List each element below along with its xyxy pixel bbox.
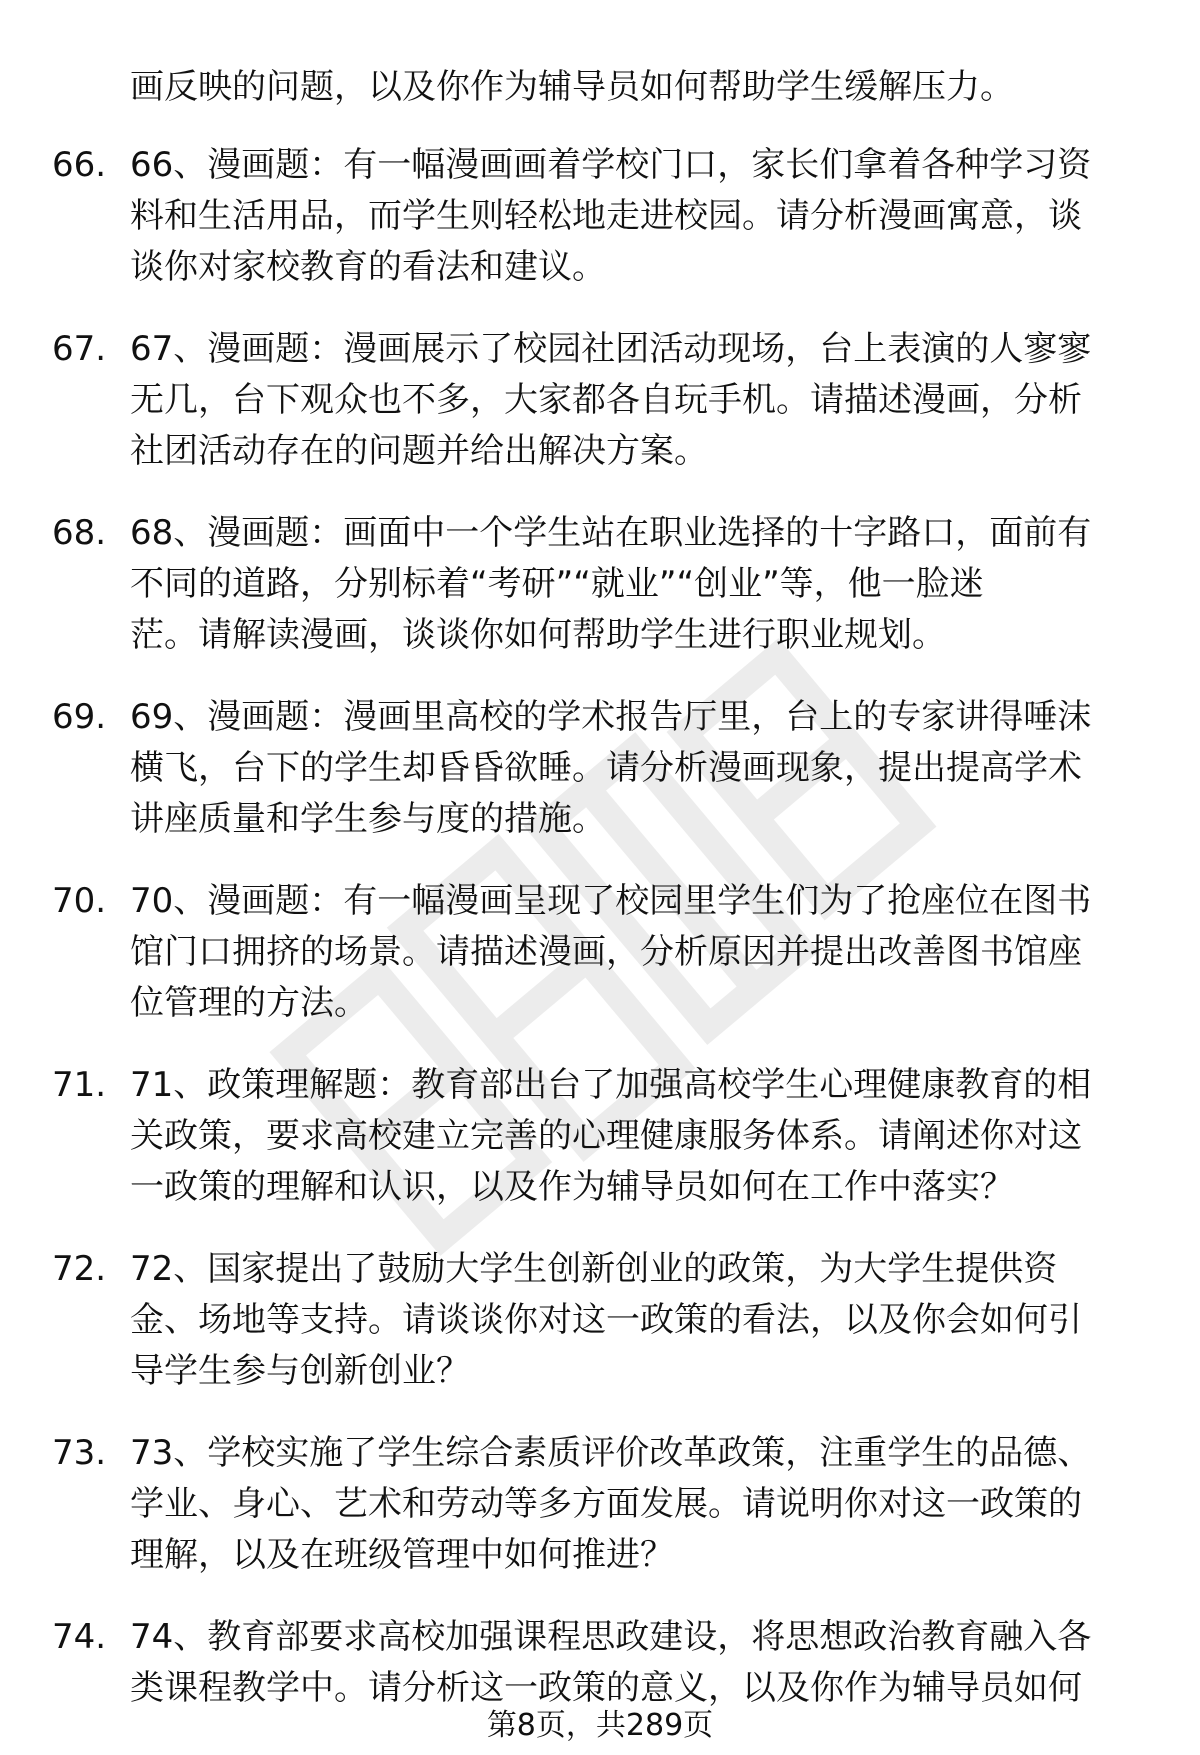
question-text-line: 无几，台下观众也不多，大家都各自玩手机。请描述漫画，分析 (130, 380, 1082, 420)
question-text (130, 508, 1150, 661)
question-text-line: 73、学校实施了学生综合素质评价改革政策，注重学生的品德、 (130, 1433, 1092, 1473)
question-text (130, 1428, 1150, 1581)
question-text (130, 876, 1150, 1029)
question-list (0, 140, 1200, 1745)
continuation-text: 画反映的问题，以及你作为辅导员如何帮助学生缓解压力。 (130, 67, 1014, 107)
page-footer: 第8页，共289页 (486, 1708, 714, 1743)
question-number: 69. (52, 697, 107, 737)
question-text (130, 324, 1150, 477)
question-text-line: 关政策，要求高校建立完善的心理健康服务体系。请阐述你对这 (130, 1116, 1082, 1156)
question-text-line: 讲座质量和学生参与度的措施。 (130, 799, 606, 839)
question-text-line: 社团活动存在的问题并给出解决方案。 (130, 431, 708, 471)
question-text-line: 学业、身心、艺术和劳动等多方面发展。请说明你对这一政策的 (130, 1484, 1082, 1524)
question-item (0, 1244, 1200, 1397)
question-number: 67. (52, 329, 107, 369)
question-text-line: 导学生参与创新创业？ (130, 1351, 470, 1391)
question-text-line: 位管理的方法。 (130, 983, 368, 1023)
question-text (130, 692, 1150, 845)
question-text-line: 67、漫画题：漫画展示了校园社团活动现场，台上表演的人寥寥 (130, 329, 1092, 369)
question-text (130, 1612, 1150, 1714)
question-number: 73. (52, 1433, 107, 1473)
question-item (0, 876, 1200, 1029)
question-text (130, 1244, 1150, 1397)
question-text-line: 料和生活用品，而学生则轻松地走进校园。请分析漫画寓意，谈 (130, 196, 1082, 236)
question-text-line: 70、漫画题：有一幅漫画呈现了校园里学生们为了抢座位在图书 (130, 881, 1092, 921)
question-item (0, 324, 1200, 477)
question-text (130, 140, 1150, 293)
question-text-line: 71、政策理解题：教育部出台了加强高校学生心理健康教育的相 (130, 1065, 1092, 1105)
question-number: 68. (52, 513, 107, 553)
question-text-line: 不同的道路，分别标着“考研”“就业”“创业”等，他一脸迷 (130, 564, 984, 604)
question-item (0, 1060, 1200, 1213)
question-item (0, 140, 1200, 293)
question-number: 71. (52, 1065, 107, 1105)
question-text-line: 理解，以及在班级管理中如何推进？ (130, 1535, 674, 1575)
question-number: 74. (52, 1617, 107, 1657)
question-text-line: 74、教育部要求高校加强课程思政建设，将思想政治教育融入各 (130, 1617, 1092, 1657)
question-text-line: 68、漫画题：画面中一个学生站在职业选择的十字路口，面前有 (130, 513, 1092, 553)
question-text-line: 69、漫画题：漫画里高校的学术报告厅里，台上的专家讲得唾沫 (130, 697, 1092, 737)
question-item (0, 1428, 1200, 1581)
question-text-line: 馆门口拥挤的场景。请描述漫画，分析原因并提出改善图书馆座 (130, 932, 1082, 972)
question-text-line: 72、国家提出了鼓励大学生创新创业的政策，为大学生提供资 (130, 1249, 1058, 1289)
question-number: 72. (52, 1249, 107, 1289)
question-text-line: 类课程教学中。请分析这一政策的意义，以及你作为辅导员如何 (130, 1668, 1082, 1708)
question-text-line: 金、场地等支持。请谈谈你对这一政策的看法，以及你会如何引 (130, 1300, 1082, 1340)
question-text-line: 66、漫画题：有一幅漫画画着学校门口，家长们拿着各种学习资 (130, 145, 1092, 185)
question-text-line: 横飞，台下的学生却昏昏欲睡。请分析漫画现象，提出提高学术 (130, 748, 1082, 788)
question-number: 70. (52, 881, 107, 921)
question-item (0, 1612, 1200, 1714)
question-item (0, 692, 1200, 845)
question-text (130, 1060, 1150, 1213)
question-text-line: 谈你对家校教育的看法和建议。 (130, 247, 606, 287)
question-number: 66. (52, 145, 107, 185)
question-text-line: 一政策的理解和认识，以及作为辅导员如何在工作中落实？ (130, 1167, 1014, 1207)
question-text-line: 茫。请解读漫画，谈谈你如何帮助学生进行职业规划。 (130, 615, 946, 655)
question-item (0, 508, 1200, 661)
